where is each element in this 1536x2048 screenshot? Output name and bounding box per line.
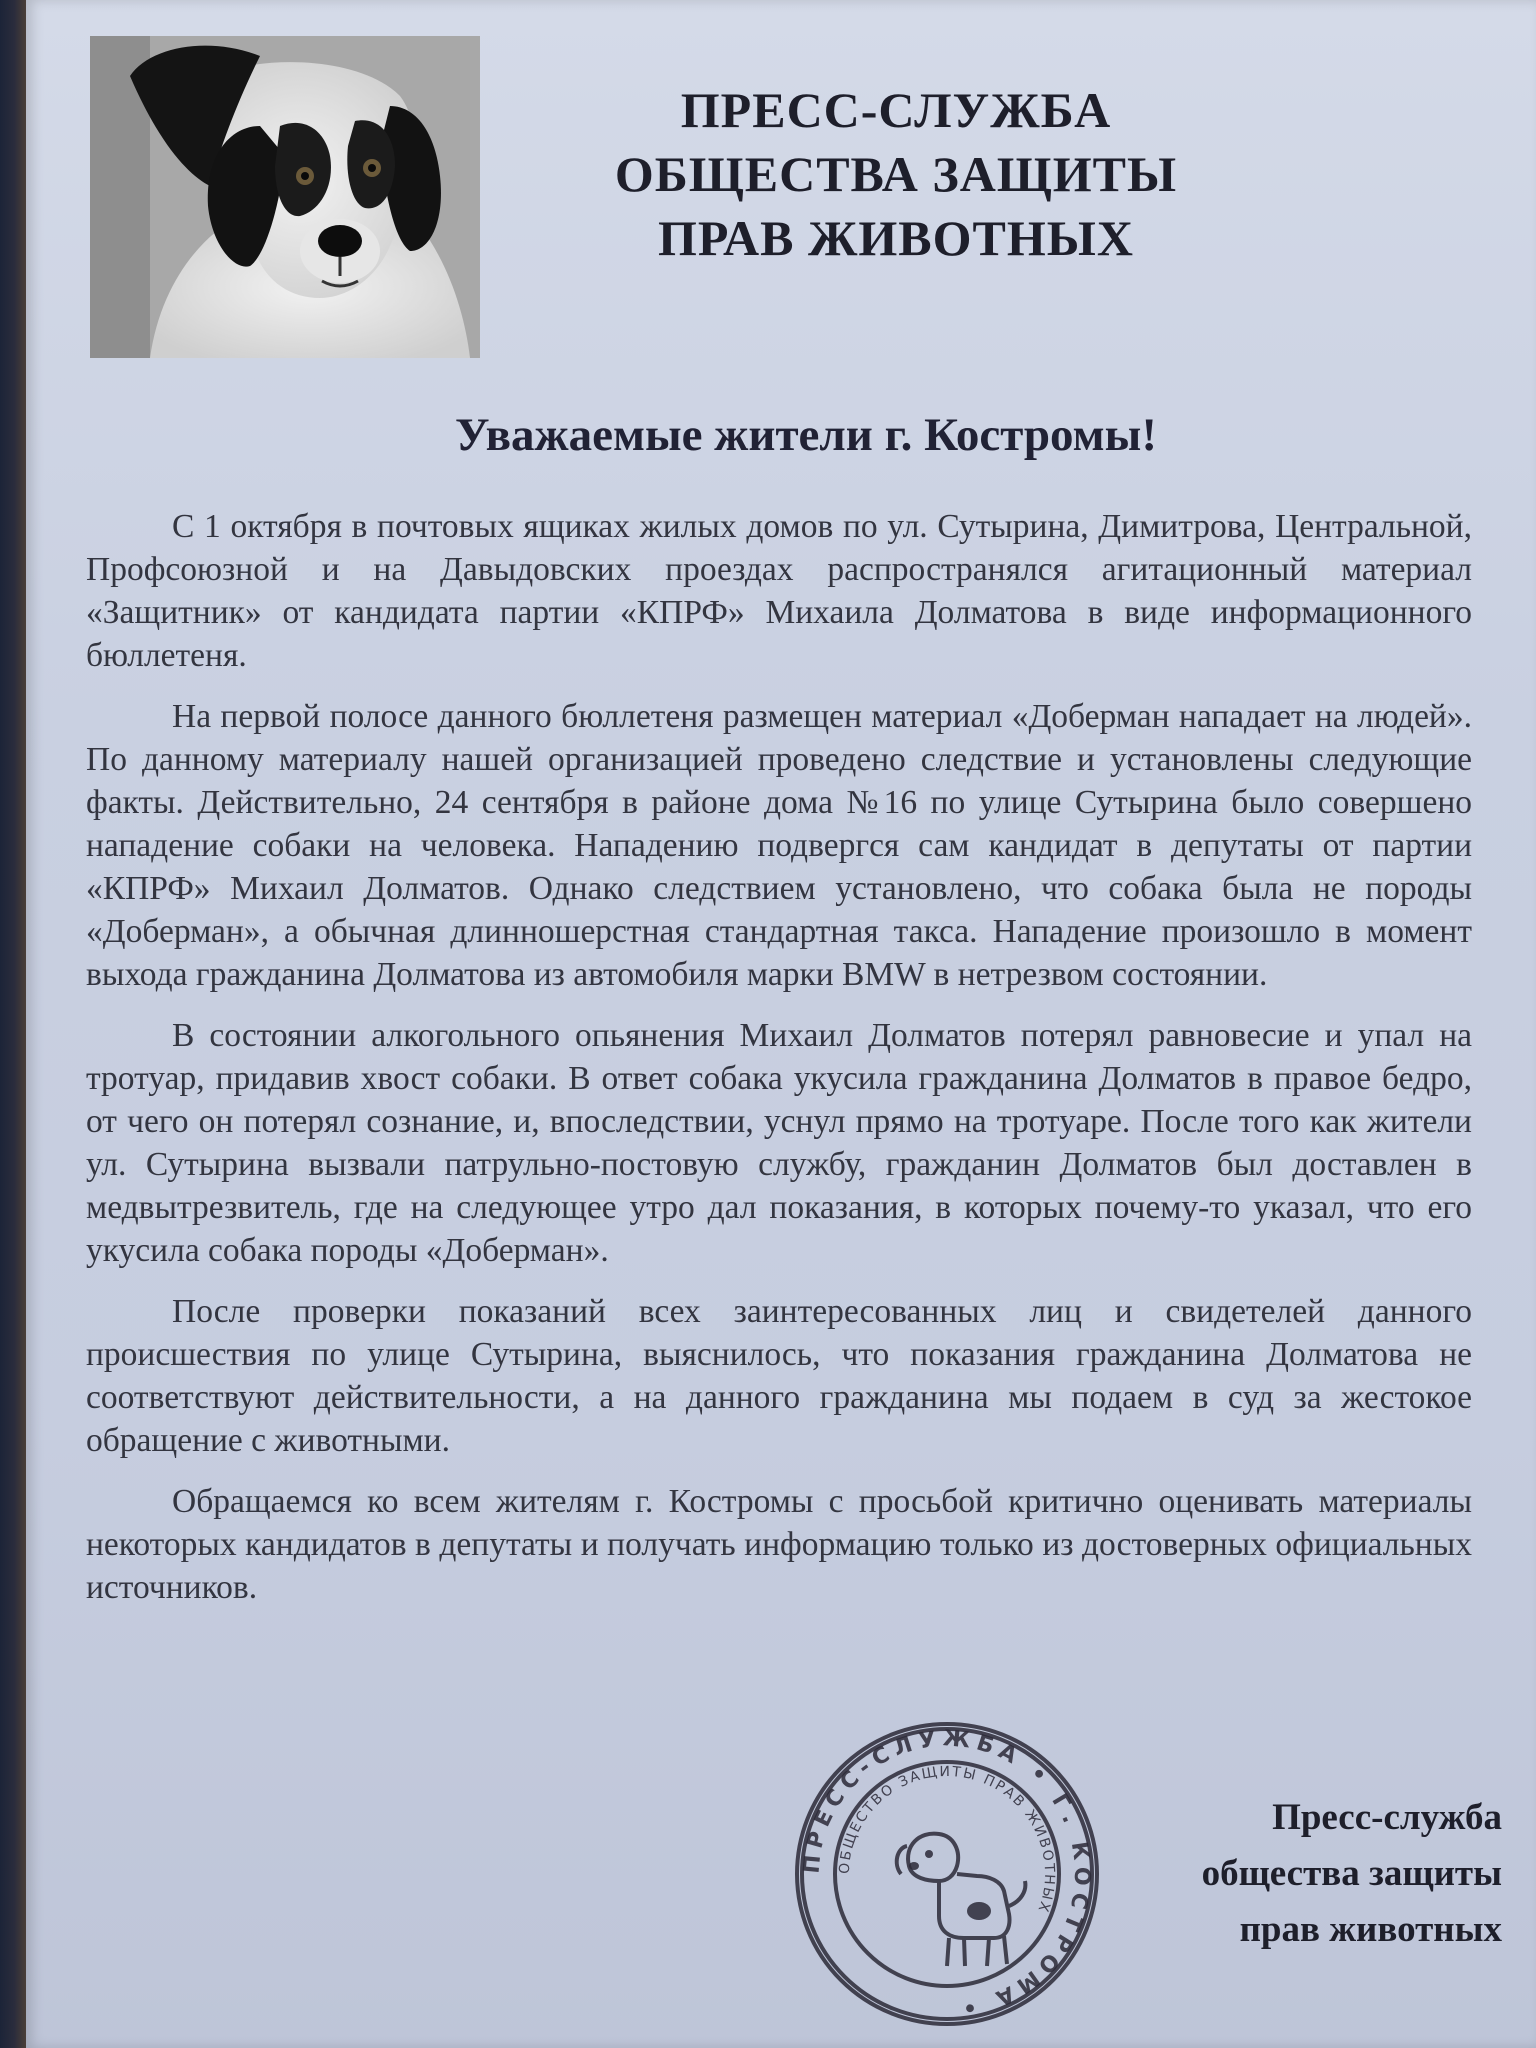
dog-photo-icon (90, 36, 480, 358)
body-paragraph: После проверки показаний всех заинтересованных лиц и свидетелей данного происшествия по улице Сутырина, выяснилось, что показания гражданина Долматова не соответствуют действительности, а на данного гражданина мы подаем в суд за жестокое обращение с животными. (86, 1293, 1472, 1459)
dog-photo (90, 36, 480, 358)
signature-block (1122, 1790, 1502, 1958)
body-paragraph: В состоянии алкогольного опьянения Михаил Долматов потерял равновесие и упал на тротуар, придавив хвост собаки. В ответ собака укусила гражданина Долматов в правое бедро, от чего он потерял сознание, и, впоследствии, уснул прямо на тротуаре. После того как жители ул. Сутырина вызвали патрульно-постовую службу, гражданин Долматов был доставлен в медвытрезвитель, где на следующее утро дал показания, в которых почему-то указал, что его укусила собака породы «Доберман». (86, 1017, 1472, 1269)
body-paragraph: С 1 октября в почтовых ящиках жилых домов по ул. Сутырина, Димитрова, Центральной, Профсоюзной и на Давыдовских проездах распространялся агитационный материал «Защитник» от кандидата партии «КПРФ» Михаила Долматова в виде информационного бюллетеня. (86, 508, 1472, 674)
body-paragraph: Обращаемся ко всем жителям г. Костромы с просьбой критично оценивать материалы некоторых кандидатов в депутаты и получать информацию только из достоверных официальных источников. (86, 1483, 1472, 1606)
leaflet-page (26, 0, 1536, 2048)
dog-icon (897, 1834, 1026, 1966)
org-title (546, 78, 1246, 270)
org-title-line: ПРЕСС-СЛУЖБА (680, 82, 1112, 138)
body-paragraph: На первой полосе данного бюллетеня размещен материал «Доберман нападает на людей». По данному материалу нашей организацией проведено следствие и установлены следующие факты. Действительно, 24 сентября в районе дома №16 по улице Сутырина было совершено нападение собаки на человека. Нападению подвергся сам кандидат в депутаты от партии «КПРФ» Михаил Долматов. Однако следствием установлено, что собака была не породы «Доберман», а обычная длинношерстная стандартная такса. Нападение произошло в момент выхода гражданина Долматова из автомобиля марки BMW в нетрезвом состоянии. (86, 698, 1472, 993)
organization-stamp (789, 1716, 1105, 2032)
greeting-heading: Уважаемые жители г. Костромы! (455, 409, 1157, 461)
letter-body (86, 505, 1472, 1627)
org-title-line: ПРАВ ЖИВОТНЫХ (657, 210, 1134, 266)
signature-line: общества защиты (1201, 1853, 1502, 1894)
org-title-line: ОБЩЕСТВА ЗАЩИТЫ (614, 146, 1178, 202)
stamp-outer-text: ПРЕСС-СЛУЖБА • Г. КОСТРОМА • (799, 1726, 1095, 2021)
signature-line: Пресс-служба (1272, 1797, 1502, 1838)
stamp-seal (789, 1716, 1105, 2032)
signature-line: прав животных (1239, 1909, 1502, 1950)
stamp-inner-text: ОБЩЕСТВО ЗАЩИТЫ ПРАВ ЖИВОТНЫХ (836, 1763, 1058, 1916)
